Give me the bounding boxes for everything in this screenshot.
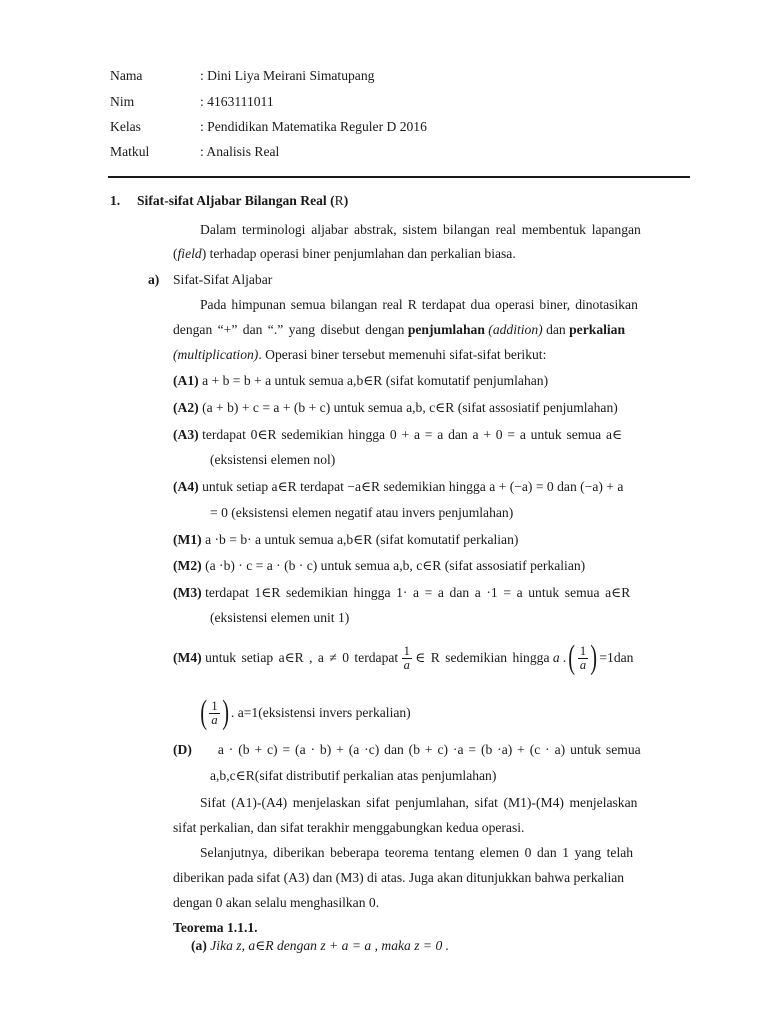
section-number: 1. <box>110 193 121 208</box>
header-label-kelas: Kelas <box>110 119 141 134</box>
axiom-d: (D) a · (b + c) = (a · b) + (a ·c) dan (b + c) ·a = (b ·a) + (c · a) untuk semua <box>173 742 641 757</box>
intro-line-1: Dalam terminologi aljabar abstrak, sistem bilangan real membentuk lapangan <box>200 222 641 237</box>
axiom-a2: (A2) (a + b) + c = a + (b + c) untuk semua a,b, c∈R (sifat assosiatif penjumlahan) <box>173 400 618 415</box>
fraction-one-over-a: $\frac{1}{a}$ <box>403 643 410 672</box>
intro-line-2: (field) terhadap operasi biner penjumlahan dan perkalian biasa. <box>173 246 516 261</box>
subsection-title: Sifat-Sifat Aljabar <box>173 272 273 287</box>
p2-line-2: sifat perkalian, dan sifat terakhir menggabungkan kedua operasi. <box>173 820 525 835</box>
axiom-m2: (M2) (a ·b) · c = a · (b · c) untuk semua a,b, c∈R (sifat assosiatif perkalian) <box>173 558 586 573</box>
theorem-title: Teorema 1.1.1. <box>173 920 258 935</box>
p3-line-2: diberikan pada sifat (A3) dan (M3) di atas. Juga akan ditunjukkan bahwa perkalian <box>173 870 625 885</box>
header-label-matkul: Matkul <box>110 144 150 159</box>
axiom-a3: (A3) terdapat 0∈R sedemikian hingga 0 + a = a dan a + 0 = a untuk semua a∈ <box>173 427 623 442</box>
p1-line-2: dengan “+” dan “.” yang disebut dengan penjumlahan (addition) dan perkalian <box>173 322 626 337</box>
axiom-m3-cont: (eksistensi elemen unit 1) <box>210 610 350 625</box>
p3-line-3: dengan 0 akan selalu menghasilkan 0. <box>173 895 380 910</box>
axiom-a1: (A1) a + b = b + a untuk semua a,b∈R (sifat komutatif penjumlahan) <box>173 373 549 388</box>
axiom-m4: (M4) untuk setiap a∈R , a ≠ 0 terdapat $\frac{1}{a}$ ∈ R sedemikian hingga a . ( $\frac{1}{a}$ ) =1dan <box>173 639 634 676</box>
axiom-a4: (A4) untuk setiap a∈R terdapat −a∈R sedemikian hingga a + (−a) = 0 dan (−a) + a <box>173 479 624 494</box>
header-label-nama: Nama <box>110 68 143 83</box>
axiom-a4-cont: = 0 (eksistensi elemen negatif atau invers penjumlahan) <box>210 505 514 520</box>
header-value-nama: : Dini Liya Meirani Simatupang <box>200 68 375 83</box>
header-divider <box>108 176 690 178</box>
p1-line-1: Pada himpunan semua bilangan real R terdapat dua operasi biner, dinotasikan <box>200 297 638 312</box>
axiom-a3-cont: (eksistensi elemen nol) <box>210 452 336 467</box>
header-value-matkul: : Analisis Real <box>200 144 280 159</box>
axiom-m3: (M3) terdapat 1∈R sedemikian hingga 1· a = a dan a ·1 = a untuk semua a∈R <box>173 585 631 600</box>
header-value-kelas: : Pendidikan Matematika Reguler D 2016 <box>200 119 427 134</box>
axiom-m1: (M1) a ·b = b· a untuk semua a,b∈R (sifat komutatif perkalian) <box>173 532 519 547</box>
axiom-d-cont: a,b,c∈R(sifat distributif perkalian atas penjumlahan) <box>210 768 497 783</box>
p3-line-1: Selanjutnya, diberikan beberapa teorema tentang elemen 0 dan 1 yang telah <box>200 845 634 860</box>
section-title: Sifat-sifat Aljabar Bilangan Real (R) <box>137 193 349 208</box>
p1-line-3: (multiplication). Operasi biner tersebut memenuhi sifat-sifat berikut: <box>173 347 547 362</box>
subsection-marker: a) <box>148 272 160 287</box>
p2-line-1: Sifat (A1)-(A4) menjelaskan sifat penjumlahan, sifat (M1)-(M4) menjelaskan <box>200 795 638 810</box>
theorem-item-a: (a) Jika z, a∈R dengan z + a = a , maka z = 0 . <box>191 938 450 953</box>
axiom-m4-cont: ( $\frac{1}{a}$ ) . a=1(eksistensi invers perkalian) <box>200 694 411 731</box>
header-label-nim: Nim <box>110 94 135 109</box>
header-value-nim: : 4163111011 <box>200 94 274 109</box>
